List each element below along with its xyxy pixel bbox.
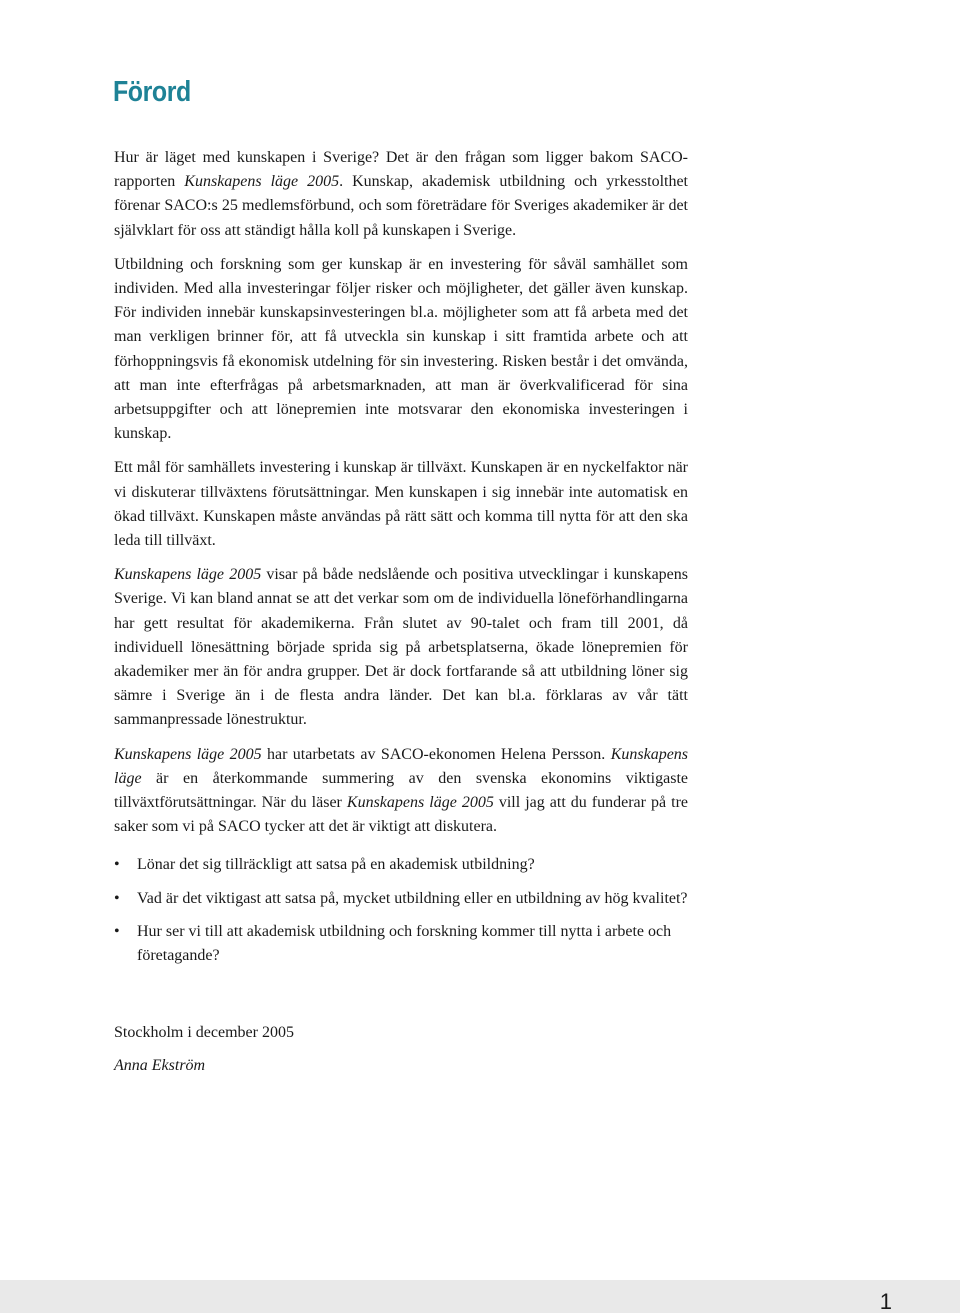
paragraph-4 [114,563,688,732]
question-text: Vad är det viktigast att satsa på, mycket utbildning eller en utbildning av hög kvalitet? [137,889,688,907]
text-run: . Kunskap, akademisk utbildning och yrkesstolthet förenar SACO:s 25 medlemsförbund, och som företrädare för Sveriges akademiker är det självklart för oss att ständigt hålla koll på kunskapen i Sverige. [114,173,689,239]
paragraph-2 [114,253,688,447]
body-text [114,146,688,977]
italic-title-run: Kunskapens läge 2005 [346,794,494,812]
text-run: är en återkommande summering av den svenska ekonomins viktigaste tillväxtförutsättningar. När du läser [114,769,688,812]
bullet-icon: • [114,922,120,940]
bullet-icon: • [114,889,120,907]
italic-title-run: Kunskapens läge 2005 [114,745,262,763]
text-run: Hur är läget med kunskapen i Sverige? Det är den frågan som ligger bakom SACO-rapporten [114,149,688,191]
page-title: Förord [113,76,191,108]
paragraph-3 [114,456,688,553]
text-run: Utbildning och forskning som ger kunskap är en investering för såväl samhället som individen. Med alla investeringar följer risker och möjligheter, det gäller även kunskap. För individen innebär kunskapsinvesteringen bl.a. möjligheter som att få arbeta med det man verkligen brinner för, att få utveckla sin kunskap i sitt framtida arbete och att förhoppningsvis få ekonomisk utdelning för sin investering. Risken består i det omvända, att man inte efterfrågas på arbetsmarknaden, att man är överkvalificerad för sina arbetsuppgifter och att lönepremien inte motsvarar den ekonomiska investeringen i kunskap. [114,255,688,443]
place-date: Stockholm i december 2005 [114,1024,294,1041]
question-text: Lönar det sig tillräckligt att satsa på en akademisk utbildning? [137,856,535,874]
text-run: vill jag att du funderar på tre saker som vi på SACO tycker att det är viktigt att diskutera. [114,794,689,836]
bullet-icon: • [114,856,120,874]
signature: Anna Ekström [114,1057,206,1074]
text-run: visar på både nedslående och positiva utvecklingar i kunskapens Sverige. Vi kan bland annat se att det verkar som om de individuella löneförhandlingarna har gett resultat för akademikerna. Från slutet av 90-talet och fram till 2001, då individuell lönesättning började sprida sig på arbetsplatserna, ökade lönepremien för akademiker mer än för andra grupper. Det är dock fortfarande så att utbildning löner sig sämre i Sverige än i de flesta andra länder. Det kan bl.a. förklaras av vår tätt sammanpressade lönestruktur. [114,566,688,729]
italic-title-run: Kunskapens läge [114,745,689,787]
question-text: Hur ser vi till att akademisk utbildning och forskning kommer till nytta i arbete och företagande? [137,922,672,965]
paragraph-1 [114,146,688,243]
italic-title-run: Kunskapens läge 2005 [184,173,340,191]
question-list [114,853,688,968]
question-item [114,887,688,911]
text-run: Ett mål för samhällets investering i kunskap är tillväxt. Kunskapen är en nyckelfaktor när vi diskuterar tillväxtens förutsättningar. Men kunskapen i sig innebär inte automatisk en ökad tillväxt. Kunskapen måste användas på rätt sätt och komma till nytta för att den ska leda till tillväxt. [114,459,688,550]
footer-band [0,1280,960,1313]
paragraph-5 [114,743,688,840]
page-number: 1 [879,1289,892,1314]
italic-title-run: Kunskapens läge 2005 [114,566,262,584]
question-item [114,853,688,877]
text-run: har utarbetats av SACO-ekonomen Helena Persson. [261,745,611,763]
question-item [114,920,688,968]
